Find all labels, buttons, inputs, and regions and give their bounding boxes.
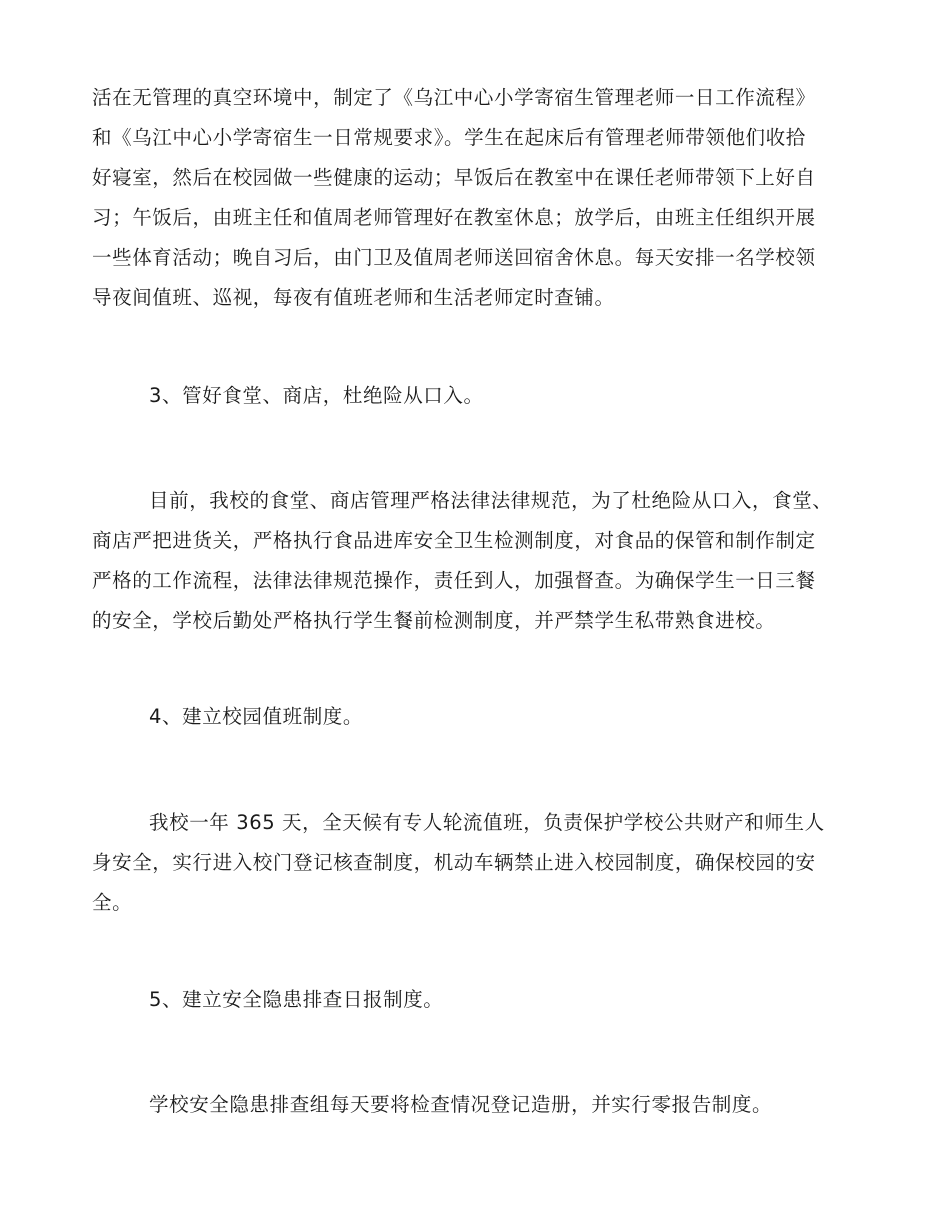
text-line: 的安全，学校后勤处严格执行学生餐前检测制度，并严禁学生私带熟食进校。 xyxy=(92,609,776,632)
section-heading-3: 3、管好食堂、商店，杜绝险从口入。 xyxy=(149,384,484,407)
text-line: 导夜间值班、巡视，每夜有值班老师和生活老师定时查铺。 xyxy=(92,286,615,309)
section-heading-4: 4、建立校园值班制度。 xyxy=(149,705,364,728)
paragraph-duty-system xyxy=(92,803,862,923)
text-line: 活在无管理的真空环境中，制定了《乌江中心小学寄宿生管理老师一日工作流程》 xyxy=(92,86,816,109)
paragraph-canteen-management xyxy=(92,481,862,641)
text-line: 身安全，实行进入校门登记核查制度，机动车辆禁止进入校园制度，确保校园的安 xyxy=(92,851,816,874)
text-line: 我校一年 365 天，全天候有专人轮流值班，负责保护学校公共财产和师生人 xyxy=(149,811,825,834)
text-line: 学校安全隐患排查组每天要将检查情况登记造册，并实行零报告制度。 xyxy=(149,1093,773,1116)
text-line: 习；午饭后，由班主任和值周老师管理好在教室休息；放学后，由班主任组织开展 xyxy=(92,206,816,229)
text-line: 和《乌江中心小学寄宿生一日常规要求》。学生在起床后有管理老师带领他们收拾 xyxy=(92,126,806,149)
section-heading-5: 5、建立安全隐患排查日报制度。 xyxy=(149,988,444,1011)
text-line: 全。 xyxy=(92,891,133,914)
paragraph-boarding-management xyxy=(92,78,862,318)
text-line: 严格的工作流程，法律法律规范操作，责任到人，加强督查。为确保学生一日三餐 xyxy=(92,569,816,592)
paragraph-hazard-report xyxy=(92,1085,862,1125)
text-line: 商店严把进货关，严格执行食品进库安全卫生检测制度，对食品的保管和制作制定 xyxy=(92,529,816,552)
text-line: 一些体育活动；晚自习后，由门卫及值周老师送回宿舍休息。每天安排一名学校领 xyxy=(92,246,816,269)
text-line: 好寝室，然后在校园做一些健康的运动；早饭后在教室中在课任老师带领下上好自 xyxy=(92,166,816,189)
text-line: 目前，我校的食堂、商店管理严格法律法律规范，为了杜绝险从口入，食堂、 xyxy=(149,489,833,512)
